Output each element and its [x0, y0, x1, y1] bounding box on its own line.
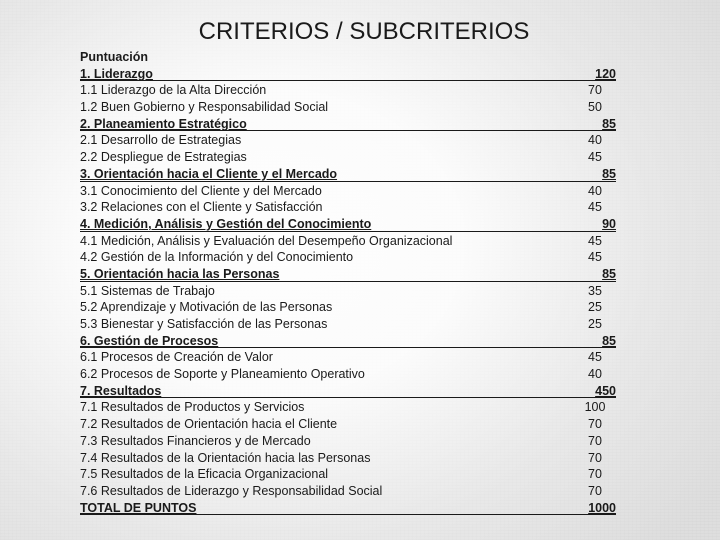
subcriterion-row: [80, 183, 640, 200]
grand-total-label: TOTAL DE PUNTOS: [80, 500, 197, 515]
subcriterion-label: 6.1 Procesos de Creación de Valor: [80, 350, 273, 365]
criterion-row: [80, 266, 640, 283]
criterion-label: 7. Resultados: [80, 383, 162, 398]
subcriterion-row: [80, 199, 640, 216]
criterion-row: [80, 216, 640, 233]
subcriterion-label: 5.2 Aprendizaje y Motivación de las Personas: [80, 300, 333, 315]
subcriterion-label: 5.1 Sistemas de Trabajo: [80, 283, 215, 298]
subcriterion-row: [80, 416, 640, 433]
subcriterion-value: 25: [588, 300, 602, 315]
criterion-row: [80, 66, 640, 83]
subcriterion-row: [80, 233, 640, 250]
criterion-underline: [80, 397, 616, 398]
subcriterion-row: [80, 99, 640, 116]
subcriterion-label: 7.3 Resultados Financieros y de Mercado: [80, 433, 311, 448]
criterion-total: 90: [602, 216, 616, 231]
subcriterion-label: 1.1 Liderazgo de la Alta Dirección: [80, 83, 267, 98]
subcriterion-value: 40: [588, 183, 602, 198]
subcriterion-label: 2.1 Desarrollo de Estrategias: [80, 133, 242, 148]
criterion-total: 85: [602, 166, 616, 181]
subcriterion-value: 40: [588, 133, 602, 148]
subcriterion-value: 70: [588, 483, 602, 498]
criterion-total: 85: [602, 333, 616, 348]
criteria-table: [80, 49, 640, 516]
subcriterion-label: 7.2 Resultados de Orientación hacia el Cliente: [80, 417, 338, 432]
subcriterion-label: 3.1 Conocimiento del Cliente y del Mercado: [80, 183, 322, 198]
criterion-label: 5. Orientación hacia las Personas: [80, 266, 280, 281]
criterion-row: [80, 333, 640, 350]
subcriterion-label: 6.2 Procesos de Soporte y Planeamiento Operativo: [80, 367, 365, 382]
subcriterion-value: 45: [588, 233, 602, 248]
subcriterion-row: [80, 82, 640, 99]
criterion-total: 120: [595, 66, 616, 81]
subcriterion-value: 70: [588, 433, 602, 448]
subcriterion-row: [80, 483, 640, 500]
subcriterion-value: 70: [588, 450, 602, 465]
subcriterion-value: 45: [588, 200, 602, 215]
criterion-row: [80, 116, 640, 133]
criterion-label: 1. Liderazgo: [80, 66, 153, 81]
grand-total-value: 1000: [588, 500, 616, 515]
criterion-underline: [80, 80, 616, 81]
criterion-underline: [80, 347, 616, 348]
grand-total-row: [80, 500, 640, 517]
subcriterion-label: 3.2 Relaciones con el Cliente y Satisfacción: [80, 200, 323, 215]
subcriterion-value: 35: [588, 283, 602, 298]
subcriterion-row: [80, 149, 640, 166]
subcriterion-label: 4.1 Medición, Análisis y Evaluación del Desempeño Organizacional: [80, 233, 453, 248]
subcriterion-label: 7.6 Resultados de Liderazgo y Responsabilidad Social: [80, 483, 383, 498]
criterion-underline: [80, 281, 616, 282]
score-heading-label: Puntuación: [80, 50, 149, 64]
subcriterion-label: 7.5 Resultados de la Eficacia Organizacional: [80, 467, 329, 482]
subcriterion-label: 2.2 Despliegue de Estrategias: [80, 150, 247, 165]
criterion-underline: [80, 130, 616, 131]
subcriterion-label: 1.2 Buen Gobierno y Responsabilidad Social: [80, 100, 329, 115]
subcriterion-row: [80, 299, 640, 316]
subcriterion-value: 45: [588, 350, 602, 365]
subcriterion-row: [80, 132, 640, 149]
subcriterion-row: [80, 399, 640, 416]
subcriterion-label: 7.1 Resultados de Productos y Servicios: [80, 400, 305, 415]
criterion-label: 3. Orientación hacia el Cliente y el Mercado: [80, 166, 338, 181]
subcriterion-row: [80, 366, 640, 383]
grand-total-underline: [80, 514, 616, 515]
subcriterion-label: 5.3 Bienestar y Satisfacción de las Personas: [80, 317, 328, 331]
subcriterion-row: [80, 450, 640, 467]
subcriterion-value: 25: [588, 317, 602, 331]
criterion-total: 450: [595, 383, 616, 398]
subcriterion-row: [80, 249, 640, 266]
criterion-row: [80, 383, 640, 400]
subcriterion-label: 7.4 Resultados de la Orientación hacia las Personas: [80, 450, 371, 465]
criterion-row: [80, 166, 640, 183]
subcriterion-value: 70: [588, 83, 602, 98]
criterion-label: 2. Planeamiento Estratégico: [80, 116, 247, 131]
subcriterion-row: [80, 466, 640, 483]
subcriterion-row: [80, 349, 640, 366]
subcriterion-value: 70: [588, 417, 602, 432]
subcriterion-label: 4.2 Gestión de la Información y del Conocimiento: [80, 250, 354, 265]
subcriterion-value: 45: [588, 150, 602, 165]
subcriterion-value: 70: [588, 467, 602, 482]
criterion-label: 4. Medición, Análisis y Gestión del Conocimiento: [80, 216, 372, 231]
criterion-label: 6. Gestión de Procesos: [80, 333, 219, 348]
subcriterion-row: [80, 316, 640, 333]
page-title: CRITERIOS / SUBCRITERIOS: [198, 18, 530, 45]
subcriterion-value: 50: [588, 100, 602, 115]
criterion-underline: [80, 181, 616, 182]
criterion-underline: [80, 231, 616, 232]
subcriterion-value: 40: [588, 367, 602, 382]
criterion-total: 85: [602, 266, 616, 281]
criterion-total: 85: [602, 116, 616, 131]
score-heading: [80, 49, 640, 66]
subcriterion-value: 100: [584, 400, 606, 415]
subcriterion-row: [80, 433, 640, 450]
subcriterion-value: 45: [588, 250, 602, 265]
subcriterion-row: [80, 283, 640, 300]
